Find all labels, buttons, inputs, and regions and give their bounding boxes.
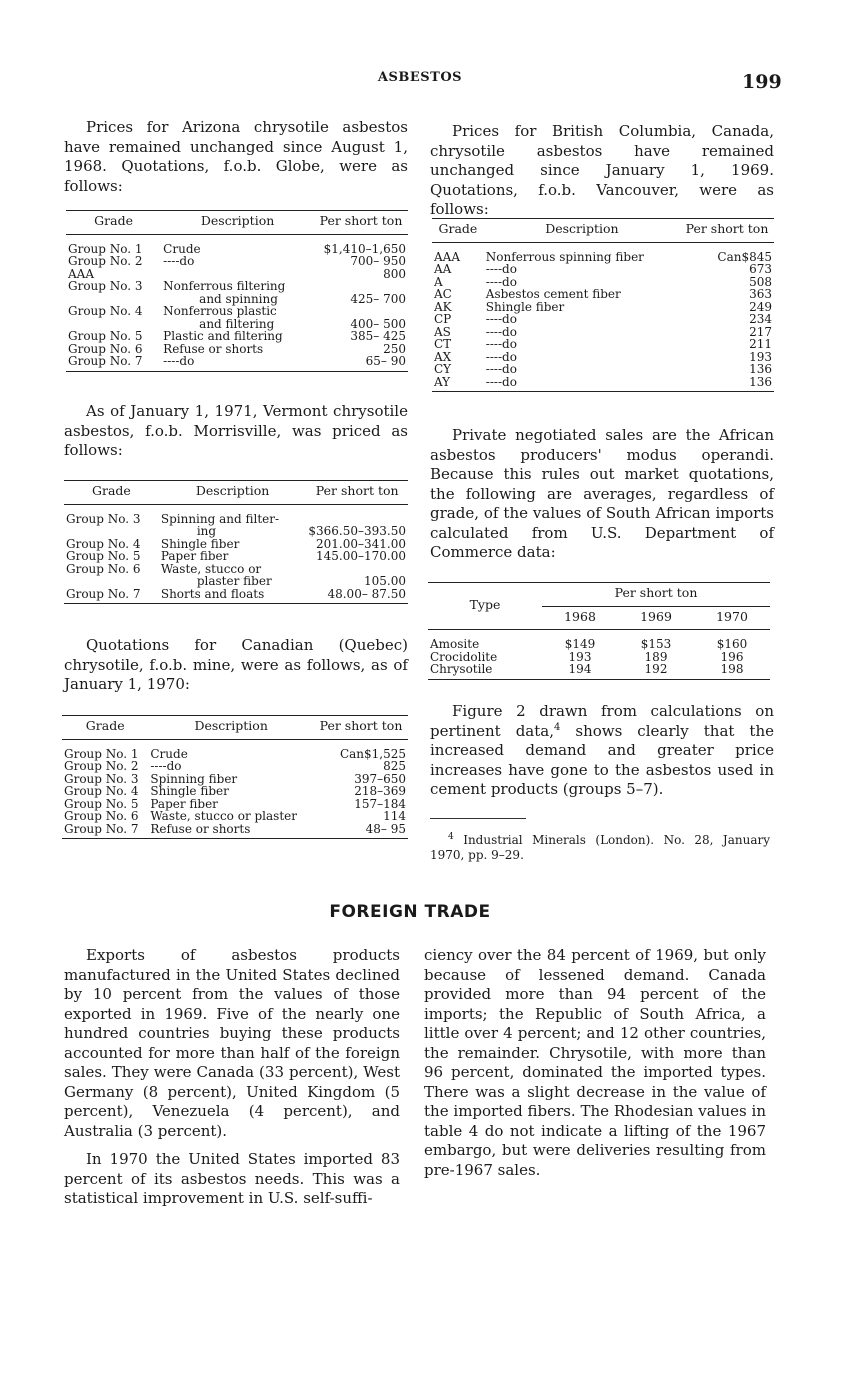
table-row — [66, 330, 408, 343]
price-cell: 196 — [720, 649, 744, 664]
trade-paragraph-1: Exports of asbestos products manufactured in the United States declined by 10 percent from the values of those exported in 1969. Five of the nearly one hundred countries buying these products accounted for more than half of the foreign sales. They were Canada (33 percent), West Germany (8 percent), United Kingdom (5 percent), Venezuela (4 percent), and Australia (3 percent). — [64, 946, 400, 1140]
description-cell: ----do — [485, 324, 517, 339]
year-header: 1969 — [618, 606, 694, 630]
description-cell: Shingle fiber — [160, 536, 240, 551]
arizona-intro: Prices for Arizona chrysotile asbestos have remained unchanged since August 1, 1968. Quotations, f.o.b. Globe, were as follows: — [64, 118, 408, 195]
type-header: Type — [428, 583, 542, 630]
description-cell: Paper fiber — [150, 796, 218, 811]
grade-cell: Group No. 5 — [66, 549, 141, 563]
price-cell: 145.00–170.00 — [316, 549, 406, 563]
price-cell: 114 — [383, 809, 406, 823]
table-row — [66, 355, 408, 371]
price-cell: 192 — [618, 663, 694, 679]
description-cell: Refuse or shorts — [148, 823, 314, 839]
description-cell: ----do — [163, 254, 195, 268]
table-row — [432, 338, 774, 351]
page-number: 199 — [742, 71, 782, 93]
table-row — [432, 288, 774, 301]
description-cell: Shorts and floats — [159, 588, 307, 604]
table-row — [428, 630, 770, 651]
price-cell: 193 — [749, 349, 772, 364]
description-cell: ----do — [485, 337, 517, 351]
price-header: Per short ton — [680, 219, 774, 243]
price-cell: $366.50–393.50 — [308, 524, 406, 538]
african-price-table — [428, 582, 770, 680]
grade-cell: Group No. 3 — [68, 279, 143, 293]
grade-cell: A — [434, 274, 443, 289]
vermont-intro: As of January 1, 1971, Vermont chrysotile asbestos, f.o.b. Morrisville, was priced as follows: — [64, 402, 408, 459]
grade-cell: AA — [434, 262, 452, 276]
price-cell: 48.00– 87.50 — [306, 588, 408, 604]
table-row — [432, 376, 774, 392]
figure-note-text: Figure 2 drawn from calculations on pertinent data, — [430, 702, 774, 740]
table-row — [66, 305, 408, 318]
description-cell: ----do — [485, 274, 517, 289]
grade-cell: AS — [434, 324, 451, 339]
price-cell: Can$1,525 — [339, 746, 406, 761]
table-row — [432, 301, 774, 314]
running-header: ASBESTOS — [377, 70, 463, 85]
price-cell — [314, 280, 408, 293]
grade-cell — [64, 525, 159, 538]
year-header: 1968 — [542, 606, 618, 630]
description-header: Description — [159, 481, 307, 505]
price-cell: $1,410–1,650 — [323, 241, 406, 256]
footnote-divider — [430, 818, 526, 819]
arizona-price-table — [66, 210, 408, 372]
price-cell: 201.00–341.00 — [316, 536, 406, 551]
table-row — [64, 550, 408, 563]
price-cell: 673 — [749, 262, 772, 276]
description-cell: ----do — [485, 262, 517, 276]
description-cell: Paper fiber — [160, 549, 229, 563]
price-cell: 217 — [749, 324, 772, 339]
description-cell: plaster fiber — [196, 574, 272, 588]
description-cell: ----do — [484, 376, 680, 392]
description-cell: Shingle fiber — [150, 784, 229, 798]
description-cell: Refuse or shorts — [163, 341, 264, 356]
grade-cell: AY — [432, 376, 484, 392]
table-row — [62, 739, 408, 760]
description-cell: ----do — [150, 759, 182, 773]
price-cell: Can$845 — [717, 249, 772, 264]
price-cell: 363 — [749, 287, 772, 301]
table-row — [66, 280, 408, 293]
trade-paragraph-3: ciency over the 84 percent of 1969, but only because of lessened demand. Canada provided more than 94 percent of the imports; the Republic of South Africa, a little over 4 percent; and 12 other countries, the remainder. Chrysotile, with more than 96 percent, dominated the imported types. There was a slight decrease in the value of the imported fibers. The Rhodesian values in table 4 do not indicate a lifting of the 1967 embargo, but were deliveries resulting from pre-1967 sales. — [424, 946, 766, 1179]
table-row — [64, 575, 408, 588]
price-cell: 825 — [383, 759, 406, 773]
description-cell: Spinning fiber — [150, 771, 238, 786]
grade-cell — [64, 575, 159, 588]
description-cell: Crude — [150, 746, 188, 761]
grade-cell: Group No. 1 — [68, 241, 143, 256]
price-cell: 136 — [749, 362, 772, 376]
price-cell: 136 — [680, 376, 774, 392]
description-header: Description — [484, 219, 680, 243]
grade-cell: CP — [434, 312, 452, 326]
quebec-intro: Quotations for Canadian (Quebec) chrysotile, f.o.b. mine, were as follows, as of January 1, 1970: — [64, 636, 408, 693]
grade-cell: Group No. 7 — [62, 823, 148, 839]
grade-cell: Group No. 6 — [66, 561, 141, 576]
grade-cell: Group No. 3 — [66, 511, 141, 526]
grade-cell: Group No. 5 — [68, 329, 143, 343]
table-row — [66, 234, 408, 255]
price-cell: 105.00 — [364, 574, 406, 588]
price-cell: 385– 425 — [350, 329, 406, 343]
grade-cell: Group No. 7 — [66, 355, 161, 371]
description-cell: ----do — [485, 362, 517, 376]
price-cell: 193 — [568, 649, 592, 664]
table-row — [64, 525, 408, 538]
grade-cell: CT — [434, 337, 452, 351]
price-cell: $153 — [640, 637, 672, 651]
price-cell: 425– 700 — [350, 291, 406, 306]
type-cell: Chrysotile — [428, 663, 542, 679]
bc-price-table — [432, 218, 774, 392]
vermont-price-table — [64, 480, 408, 604]
price-cell: 234 — [749, 312, 772, 326]
grade-cell: AK — [434, 299, 452, 314]
description-header: Description — [148, 716, 314, 740]
description-cell: Nonferrous spinning fiber — [485, 249, 644, 264]
description-cell: and spinning — [199, 291, 278, 306]
grade-header: Grade — [66, 211, 161, 235]
per-short-ton-header: Per short ton — [542, 583, 770, 607]
price-cell: 400– 500 — [350, 316, 406, 331]
year-header: 1970 — [694, 606, 770, 630]
price-cell: 198 — [694, 663, 770, 679]
grade-cell: AC — [434, 287, 452, 301]
table-row — [62, 810, 408, 823]
footnote-text: Industrial Minerals (London). No. 28, January 1970, pp. 9–29. — [430, 833, 770, 862]
price-header: Per short ton — [314, 716, 408, 740]
footnote — [430, 830, 770, 862]
table-row — [428, 663, 770, 679]
grade-cell: Group No. 2 — [64, 759, 139, 773]
type-cell: Crocidolite — [430, 649, 498, 664]
table-row — [432, 313, 774, 326]
figure-note — [430, 702, 774, 800]
price-header: Per short ton — [314, 211, 408, 235]
description-cell: ing — [196, 524, 217, 538]
description-cell: Spinning and filter- — [160, 511, 280, 526]
table-row — [432, 351, 774, 364]
price-cell: 157–184 — [354, 796, 406, 811]
table-row — [432, 242, 774, 263]
grade-cell: Group No. 1 — [64, 746, 139, 761]
grade-cell: Group No. 3 — [64, 771, 139, 786]
price-cell: 397–650 — [354, 771, 406, 786]
table-row — [64, 504, 408, 525]
description-cell: Waste, stucco or — [160, 561, 262, 576]
description-cell: Nonferrous filtering — [163, 279, 286, 293]
footnote-marker: 4 — [448, 832, 454, 842]
description-cell: Asbestos cement fiber — [485, 287, 621, 301]
grade-cell: Group No. 5 — [64, 796, 139, 811]
price-cell — [314, 305, 408, 318]
grade-cell: Group No. 4 — [68, 304, 143, 318]
price-cell: $160 — [716, 637, 748, 651]
price-cell: 194 — [542, 663, 618, 679]
figure-note-text-cont: shows clearly that the increased demand and greater price increases have gone to the asbestos used in cement products (groups 5–7). — [430, 721, 774, 798]
description-header: Description — [161, 211, 314, 235]
description-cell: ----do — [485, 349, 517, 364]
footnote-reference: 4 — [554, 721, 561, 733]
grade-header: Grade — [432, 219, 484, 243]
description-cell: Crude — [163, 241, 201, 256]
price-cell: 249 — [749, 299, 772, 314]
price-cell: 508 — [749, 274, 772, 289]
grade-cell: AAA — [434, 249, 460, 264]
grade-cell: AAA — [68, 266, 94, 281]
price-cell: 48– 95 — [314, 823, 408, 839]
table-row — [62, 823, 408, 839]
table-row — [62, 760, 408, 773]
grade-cell: Group No. 2 — [68, 254, 143, 268]
grade-header: Grade — [62, 716, 148, 740]
grade-header: Grade — [64, 481, 159, 505]
grade-cell: Group No. 4 — [64, 784, 139, 798]
price-cell: 189 — [644, 649, 668, 664]
description-cell: ----do — [485, 312, 517, 326]
description-cell: Shingle fiber — [485, 299, 565, 314]
price-header: Per short ton — [306, 481, 408, 505]
table-row — [62, 785, 408, 798]
price-cell: 218–369 — [354, 784, 406, 798]
price-cell — [306, 504, 408, 525]
price-cell: 800 — [383, 266, 406, 281]
type-cell: Amosite — [430, 637, 480, 651]
price-cell: 700– 950 — [350, 254, 406, 268]
price-cell: 250 — [383, 341, 406, 356]
table-row — [432, 326, 774, 339]
price-cell: 211 — [749, 337, 772, 351]
table-row — [64, 588, 408, 604]
description-cell: ----do — [161, 355, 314, 371]
quebec-price-table — [62, 715, 408, 839]
grade-cell: Group No. 4 — [66, 536, 141, 551]
grade-cell: AX — [434, 349, 452, 364]
grade-cell: Group No. 7 — [64, 588, 159, 604]
grade-cell: CY — [434, 362, 452, 376]
trade-paragraph-2: In 1970 the United States imported 83 percent of its asbestos needs. This was a statistical improvement in U.S. self-suffi- — [64, 1150, 400, 1207]
description-cell: Plastic and filtering — [163, 329, 283, 343]
section-heading: FOREIGN TRADE — [329, 902, 491, 922]
description-cell: Nonferrous plastic — [163, 304, 277, 318]
table-row — [432, 363, 774, 376]
table-row — [432, 263, 774, 276]
grade-cell: Group No. 6 — [64, 809, 139, 823]
price-cell: 65– 90 — [314, 355, 408, 371]
price-cell: $149 — [564, 637, 596, 651]
african-intro: Private negotiated sales are the African asbestos producers' modus operandi. Because this rules out market quotations, the following are averages, regardless of grade, of the values of South African imports calculated from U.S. Department of Commerce data: — [430, 426, 774, 561]
bc-intro: Prices for British Columbia, Canada, chrysotile asbestos have remained unchanged since January 1, 1969. Quotations, f.o.b. Vancouver, were as follows: — [430, 122, 774, 218]
grade-cell: Group No. 6 — [68, 341, 143, 356]
description-cell: and filtering — [199, 316, 275, 331]
description-cell: Waste, stucco or plaster — [150, 809, 297, 823]
table-row — [66, 255, 408, 268]
